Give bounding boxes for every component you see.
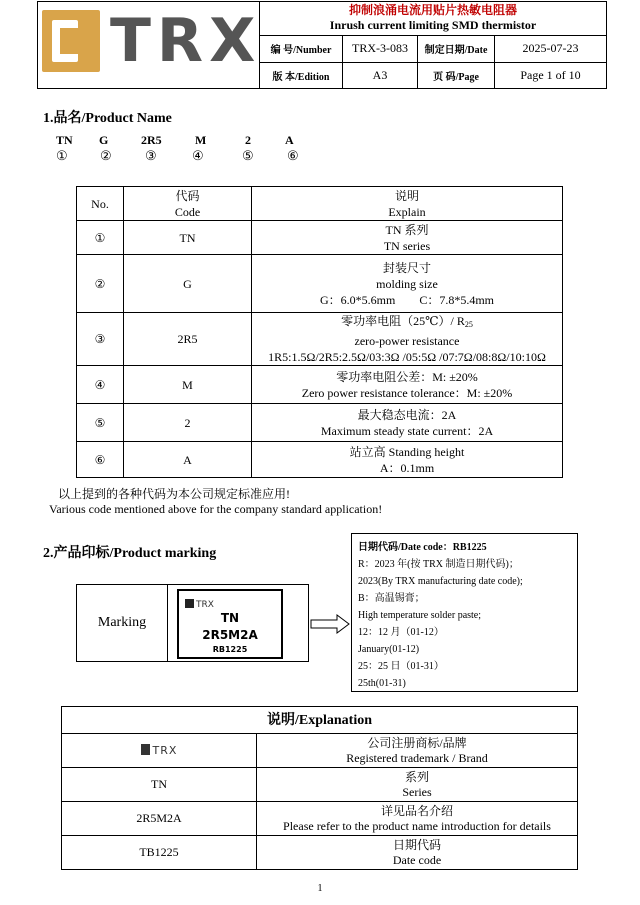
table-row [77, 313, 563, 366]
product-name-table [76, 186, 563, 478]
explain-line: 最大稳态电流：2A [357, 407, 457, 422]
code-part: 2 [245, 133, 251, 147]
arrow-right-icon [309, 614, 351, 634]
code-part: 2R5 [141, 133, 162, 147]
code-part: G [99, 133, 109, 147]
page-value: Page 1 of 10 [495, 62, 607, 88]
row-code: M [124, 366, 252, 404]
date-code-line: B：高温锡膏； [358, 593, 425, 604]
chip-brand-text: TRX [196, 600, 214, 610]
marking-box [76, 584, 309, 662]
explanation-cn: 系列 [404, 769, 429, 784]
note-cn: 以上提到的各种代码为本公司规定标准应用! [58, 487, 290, 501]
row-code: 2R5 [124, 313, 252, 366]
table-header-row [62, 707, 578, 734]
code-number: ⑥ [287, 148, 299, 163]
explain-line: G：6.0*5.6mm C：7.8*5.4mm [319, 292, 494, 307]
document-title [260, 2, 606, 36]
table-row [62, 768, 578, 802]
table-row [77, 404, 563, 442]
code-number: ① [56, 148, 68, 163]
chip-line3: RB1225 [212, 645, 248, 654]
edition-value: A3 [343, 62, 418, 88]
date-code-line: 12：12 月（01-12） [358, 627, 444, 638]
explain-line: 1R5:1.5Ω/2R5:2.5Ω/03:3Ω /05:5Ω /07:7Ω/08:8Ω/10:10Ω [268, 350, 546, 364]
section-product-marking-title: 2.产品印标/Product marking [43, 546, 217, 561]
explanation-cn: 日期代码 [392, 837, 441, 852]
company-logo [38, 2, 260, 88]
chip-line2: 2R5M2A [202, 628, 258, 642]
header-info-grid [260, 36, 606, 88]
table-row [62, 836, 578, 870]
explain-line: Zero power resistance tolerance：M: ±20% [301, 385, 513, 400]
explain-line: 站立高 Standing height [349, 444, 465, 459]
explanation-value [257, 734, 578, 768]
explanation-table [61, 706, 578, 870]
explanation-cn: 公司注册商标/品牌 [367, 735, 467, 750]
marking-label: Marking [77, 585, 168, 661]
row-explain [252, 404, 563, 442]
explain-line: TN series [383, 238, 431, 253]
code-number: ② [100, 148, 112, 163]
section-product-name-title: 1.品名/Product Name [43, 111, 172, 126]
explanation-key: TN [62, 768, 257, 802]
date-code-line: R：2023 年(按 TRX 制造日期代码)； [358, 559, 519, 570]
logo-text: TRX [110, 6, 262, 76]
col-code [124, 187, 252, 221]
logo-mark-icon [42, 10, 100, 72]
date-label: 制定日期/Date [418, 36, 495, 62]
brand-logo-icon [141, 744, 150, 755]
explanation-cn: 详见品名介绍 [380, 803, 453, 818]
explanation-en: Series [402, 784, 432, 799]
document-header [37, 1, 607, 89]
table-row [77, 255, 563, 313]
explain-line: 封装尺寸 [382, 260, 431, 275]
explanation-key: TB1225 [62, 836, 257, 870]
chip-line1: TN [220, 611, 240, 625]
date-value: 2025-07-23 [495, 36, 607, 62]
table-header-row [77, 187, 563, 221]
row-explain [252, 442, 563, 478]
table-row [62, 734, 578, 768]
code-part: A [285, 133, 294, 147]
code-number: ③ [145, 148, 157, 163]
brand-logo [141, 743, 178, 758]
row-explain [252, 255, 563, 313]
code-number: ④ [192, 148, 204, 163]
table-row [62, 802, 578, 836]
edition-label: 版 本/Edition [260, 62, 343, 88]
date-code-box [351, 533, 578, 692]
explanation-key: 2R5M2A [62, 802, 257, 836]
row-no: ① [77, 221, 124, 255]
explanation-en: Registered trademark / Brand [346, 750, 488, 765]
explanation-value [257, 802, 578, 836]
row-code: TN [124, 221, 252, 255]
note-en: Various code mentioned above for the company standard application! [49, 502, 383, 516]
explain-line: 零功率电阻公差：M: ±20% [336, 369, 478, 384]
explanation-key [62, 734, 257, 768]
explain-line [252, 313, 562, 333]
explain-line: TN 系列 [385, 222, 429, 237]
explanation-title: 说明/Explanation [62, 707, 578, 734]
row-no: ④ [77, 366, 124, 404]
explain-line: zero-power resistance [354, 334, 460, 348]
explanation-value [257, 836, 578, 870]
table-row [77, 366, 563, 404]
explanation-en: Please refer to the product name introduction for details [283, 818, 551, 833]
row-explain [252, 221, 563, 255]
explanation-value [257, 768, 578, 802]
col-explain-en: Explain [388, 204, 426, 219]
row-code: 2 [124, 404, 252, 442]
date-code-line: High temperature solder paste; [358, 610, 482, 621]
page-label: 页 码/Page [418, 62, 495, 88]
table-row [77, 442, 563, 478]
col-code-en: Code [174, 204, 201, 219]
col-explain-cn: 说明 [394, 188, 419, 203]
row-no: ② [77, 255, 124, 313]
number-value: TRX-3-083 [343, 36, 418, 62]
chip-marking-illustration [177, 589, 283, 659]
code-part: TN [56, 133, 73, 147]
col-code-cn: 代码 [175, 188, 200, 203]
row-no: ⑥ [77, 442, 124, 478]
row-explain [252, 313, 563, 366]
brand-logo-icon [185, 599, 194, 608]
chip-brand [185, 599, 214, 610]
row-code: A [124, 442, 252, 478]
row-no: ⑤ [77, 404, 124, 442]
explanation-en: Date code [392, 852, 442, 867]
row-explain [252, 366, 563, 404]
code-number: ⑤ [242, 148, 254, 163]
date-code-title: 日期代码/Date code：RB1225 [358, 542, 487, 553]
col-no: No. [77, 187, 124, 221]
number-label: 编 号/Number [260, 36, 343, 62]
explain-subscript: 25 [464, 320, 473, 329]
title-cn: 抑制浪涌电流用贴片热敏电阻器 [348, 3, 517, 17]
table-row [77, 221, 563, 255]
row-code: G [124, 255, 252, 313]
explain-line: Maximum steady state current：2A [320, 423, 494, 438]
code-part: M [195, 133, 207, 147]
brand-logo-text: TRX [152, 744, 178, 757]
page-number: 1 [317, 883, 323, 894]
row-no: ③ [77, 313, 124, 366]
date-code-line: 2023(By TRX manufacturing date code); [358, 576, 523, 587]
date-code-line: 25：25 日（01-31） [358, 661, 444, 672]
date-code-line: January(01-12) [358, 644, 420, 655]
date-code-line: 25th(01-31) [358, 678, 406, 689]
title-en: Inrush current limiting SMD thermistor [329, 18, 537, 32]
explain-text: 零功率电阻（25℃）/ R [341, 314, 465, 328]
explain-line: molding size [376, 276, 438, 291]
explain-line: A：0.1mm [379, 460, 435, 475]
col-explain [252, 187, 563, 221]
